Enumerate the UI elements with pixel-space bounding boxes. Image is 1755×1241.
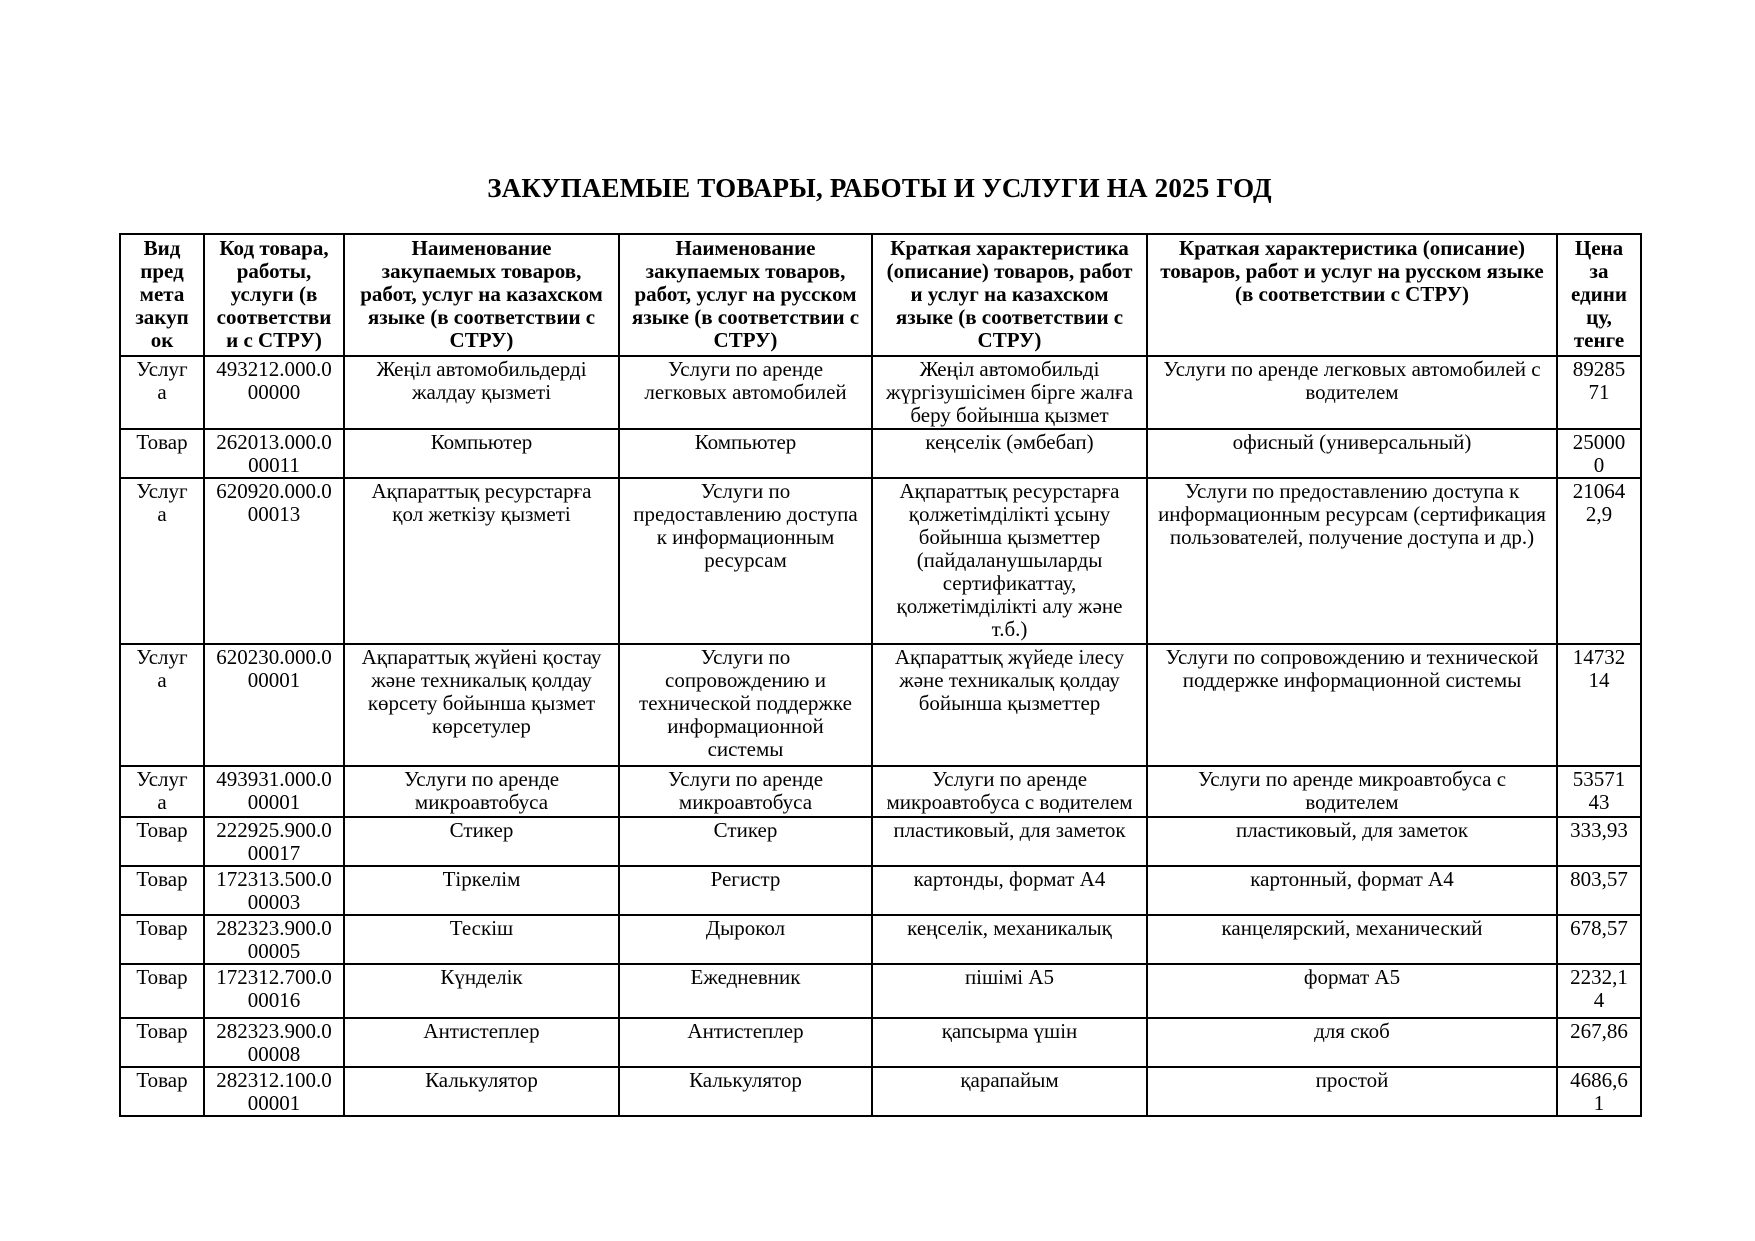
table-cell: 282312.100.000001 [204, 1067, 344, 1116]
table-cell: 620920.000.000013 [204, 478, 344, 644]
table-row [120, 1018, 1641, 1067]
table-cell: 282323.900.000005 [204, 915, 344, 964]
table-cell: Товар [120, 817, 204, 866]
table-cell: Товар [120, 1067, 204, 1116]
table-cell: пластиковый, для заметок [872, 817, 1147, 866]
table-cell: Услуги по сопровождению и технической поддержке информационной системы [1147, 644, 1557, 766]
table-header-row [120, 234, 1641, 356]
table-cell: Дырокол [619, 915, 872, 964]
table-cell: 250000 [1557, 429, 1641, 478]
table-cell: 5357143 [1557, 766, 1641, 817]
table-cell: простой [1147, 1067, 1557, 1116]
column-header: Краткая характеристика (описание) товаров, работ и услуг на русском языке (в соответствии с СТРУ) [1147, 234, 1557, 356]
table-row [120, 429, 1641, 478]
table-cell: қарапайым [872, 1067, 1147, 1116]
table-row [120, 766, 1641, 817]
table-cell: 1473214 [1557, 644, 1641, 766]
table-cell: Услуги по аренде микроавтобуса [619, 766, 872, 817]
table-cell: Ақпараттық жүйені қостау және техникалық қолдау көрсету бойынша қызмет көрсетулер [344, 644, 619, 766]
table-cell: Жеңіл автомобильді жүргізушісімен бірге жалға беру бойынша қызмет [872, 356, 1147, 429]
table-cell: офисный (универсальный) [1147, 429, 1557, 478]
table-cell: Ақпараттық жүйеде ілесу және техникалық қолдау бойынша қызметтер [872, 644, 1147, 766]
table-cell: Услуги по предоставлению доступа к информационным ресурсам (сертификация пользователей, получение доступа и др.) [1147, 478, 1557, 644]
table-cell: 4686,61 [1557, 1067, 1641, 1116]
table-cell: кеңселік (әмбебап) [872, 429, 1147, 478]
table-cell: Калькулятор [619, 1067, 872, 1116]
table-cell: Ақпараттық ресурстарға қол жеткізу қызметі [344, 478, 619, 644]
table-cell: Стикер [344, 817, 619, 866]
table-cell: 493931.000.000001 [204, 766, 344, 817]
table-cell: формат А5 [1147, 964, 1557, 1018]
table-row [120, 866, 1641, 915]
table-cell: Услуги по аренде микроавтобуса [344, 766, 619, 817]
table-cell: Услуга [120, 478, 204, 644]
table-cell: 262013.000.000011 [204, 429, 344, 478]
table-cell: Товар [120, 1018, 204, 1067]
table-cell: 803,57 [1557, 866, 1641, 915]
table-row [120, 478, 1641, 644]
table-cell: Ақпараттық ресурстарға қолжетімділікті ұсыну бойынша қызметтер (пайдаланушыларды сертификаттау, қолжетімділікті алу және т.б.) [872, 478, 1147, 644]
column-header: Краткая характеристика (описание) товаров, работ и услуг на казахском языке (в соответствии с СТРУ) [872, 234, 1147, 356]
table-cell: Товар [120, 429, 204, 478]
table-cell: Услуги по аренде микроавтобуса с водителем [872, 766, 1147, 817]
table-row [120, 644, 1641, 766]
table-cell: Компьютер [344, 429, 619, 478]
page-title: ЗАКУПАЕМЫЕ ТОВАРЫ, РАБОТЫ И УСЛУГИ НА 2025 ГОД [487, 173, 1272, 203]
table-cell: қапсырма үшін [872, 1018, 1147, 1067]
table-cell: кеңселік, механикалық [872, 915, 1147, 964]
table-cell: Калькулятор [344, 1067, 619, 1116]
table-cell: 8928571 [1557, 356, 1641, 429]
table-row [120, 817, 1641, 866]
table-cell: Услуга [120, 644, 204, 766]
table-cell: Услуги по аренде легковых автомобилей с водителем [1147, 356, 1557, 429]
table-cell: 267,86 [1557, 1018, 1641, 1067]
table-cell: Тескіш [344, 915, 619, 964]
table-cell: пішімі А5 [872, 964, 1147, 1018]
table-cell: Услуга [120, 766, 204, 817]
table-cell: Ежедневник [619, 964, 872, 1018]
table-row [120, 1067, 1641, 1116]
table-cell: Антистеплер [619, 1018, 872, 1067]
table-cell: Услуги по предоставлению доступа к информационным ресурсам [619, 478, 872, 644]
table-cell: 2232,14 [1557, 964, 1641, 1018]
table-cell: Товар [120, 964, 204, 1018]
table-cell: 210642,9 [1557, 478, 1641, 644]
table-cell: Антистеплер [344, 1018, 619, 1067]
table-row [120, 915, 1641, 964]
table-cell: Товар [120, 866, 204, 915]
column-header: Цена за единицу, тенге [1557, 234, 1641, 356]
table-row [120, 964, 1641, 1018]
table-cell: картонды, формат А4 [872, 866, 1147, 915]
table-cell: 222925.900.000017 [204, 817, 344, 866]
table-row [120, 356, 1641, 429]
table-cell: Товар [120, 915, 204, 964]
table-cell: 172313.500.000003 [204, 866, 344, 915]
table-cell: Услуги по аренде микроавтобуса с водителем [1147, 766, 1557, 817]
table-cell: 678,57 [1557, 915, 1641, 964]
column-header: Наименование закупаемых товаров, работ, услуг на казахском языке (в соответствии с СТРУ) [344, 234, 619, 356]
table-cell: Күнделік [344, 964, 619, 1018]
table-cell: Регистр [619, 866, 872, 915]
table-cell: 620230.000.000001 [204, 644, 344, 766]
table-cell: Компьютер [619, 429, 872, 478]
table-cell: картонный, формат А4 [1147, 866, 1557, 915]
table-cell: Стикер [619, 817, 872, 866]
table-cell: Услуги по аренде легковых автомобилей [619, 356, 872, 429]
table-cell: 333,93 [1557, 817, 1641, 866]
procurement-table [119, 233, 1642, 1117]
column-header: Код товара, работы, услуги (в соответствии с СТРУ) [204, 234, 344, 356]
table-cell: Услуга [120, 356, 204, 429]
table-cell: пластиковый, для заметок [1147, 817, 1557, 866]
table-cell: Тіркелім [344, 866, 619, 915]
table-cell: 282323.900.000008 [204, 1018, 344, 1067]
table-cell: 493212.000.000000 [204, 356, 344, 429]
table-cell: Жеңіл автомобильдерді жалдау қызметі [344, 356, 619, 429]
table-cell: канцелярский, механический [1147, 915, 1557, 964]
table-cell: 172312.700.000016 [204, 964, 344, 1018]
column-header: Наименование закупаемых товаров, работ, услуг на русском языке (в соответствии с СТРУ) [619, 234, 872, 356]
table-cell: для скоб [1147, 1018, 1557, 1067]
column-header: Вид предмета закупок [120, 234, 204, 356]
table-cell: Услуги по сопровождению и технической поддержке информационной системы [619, 644, 872, 766]
